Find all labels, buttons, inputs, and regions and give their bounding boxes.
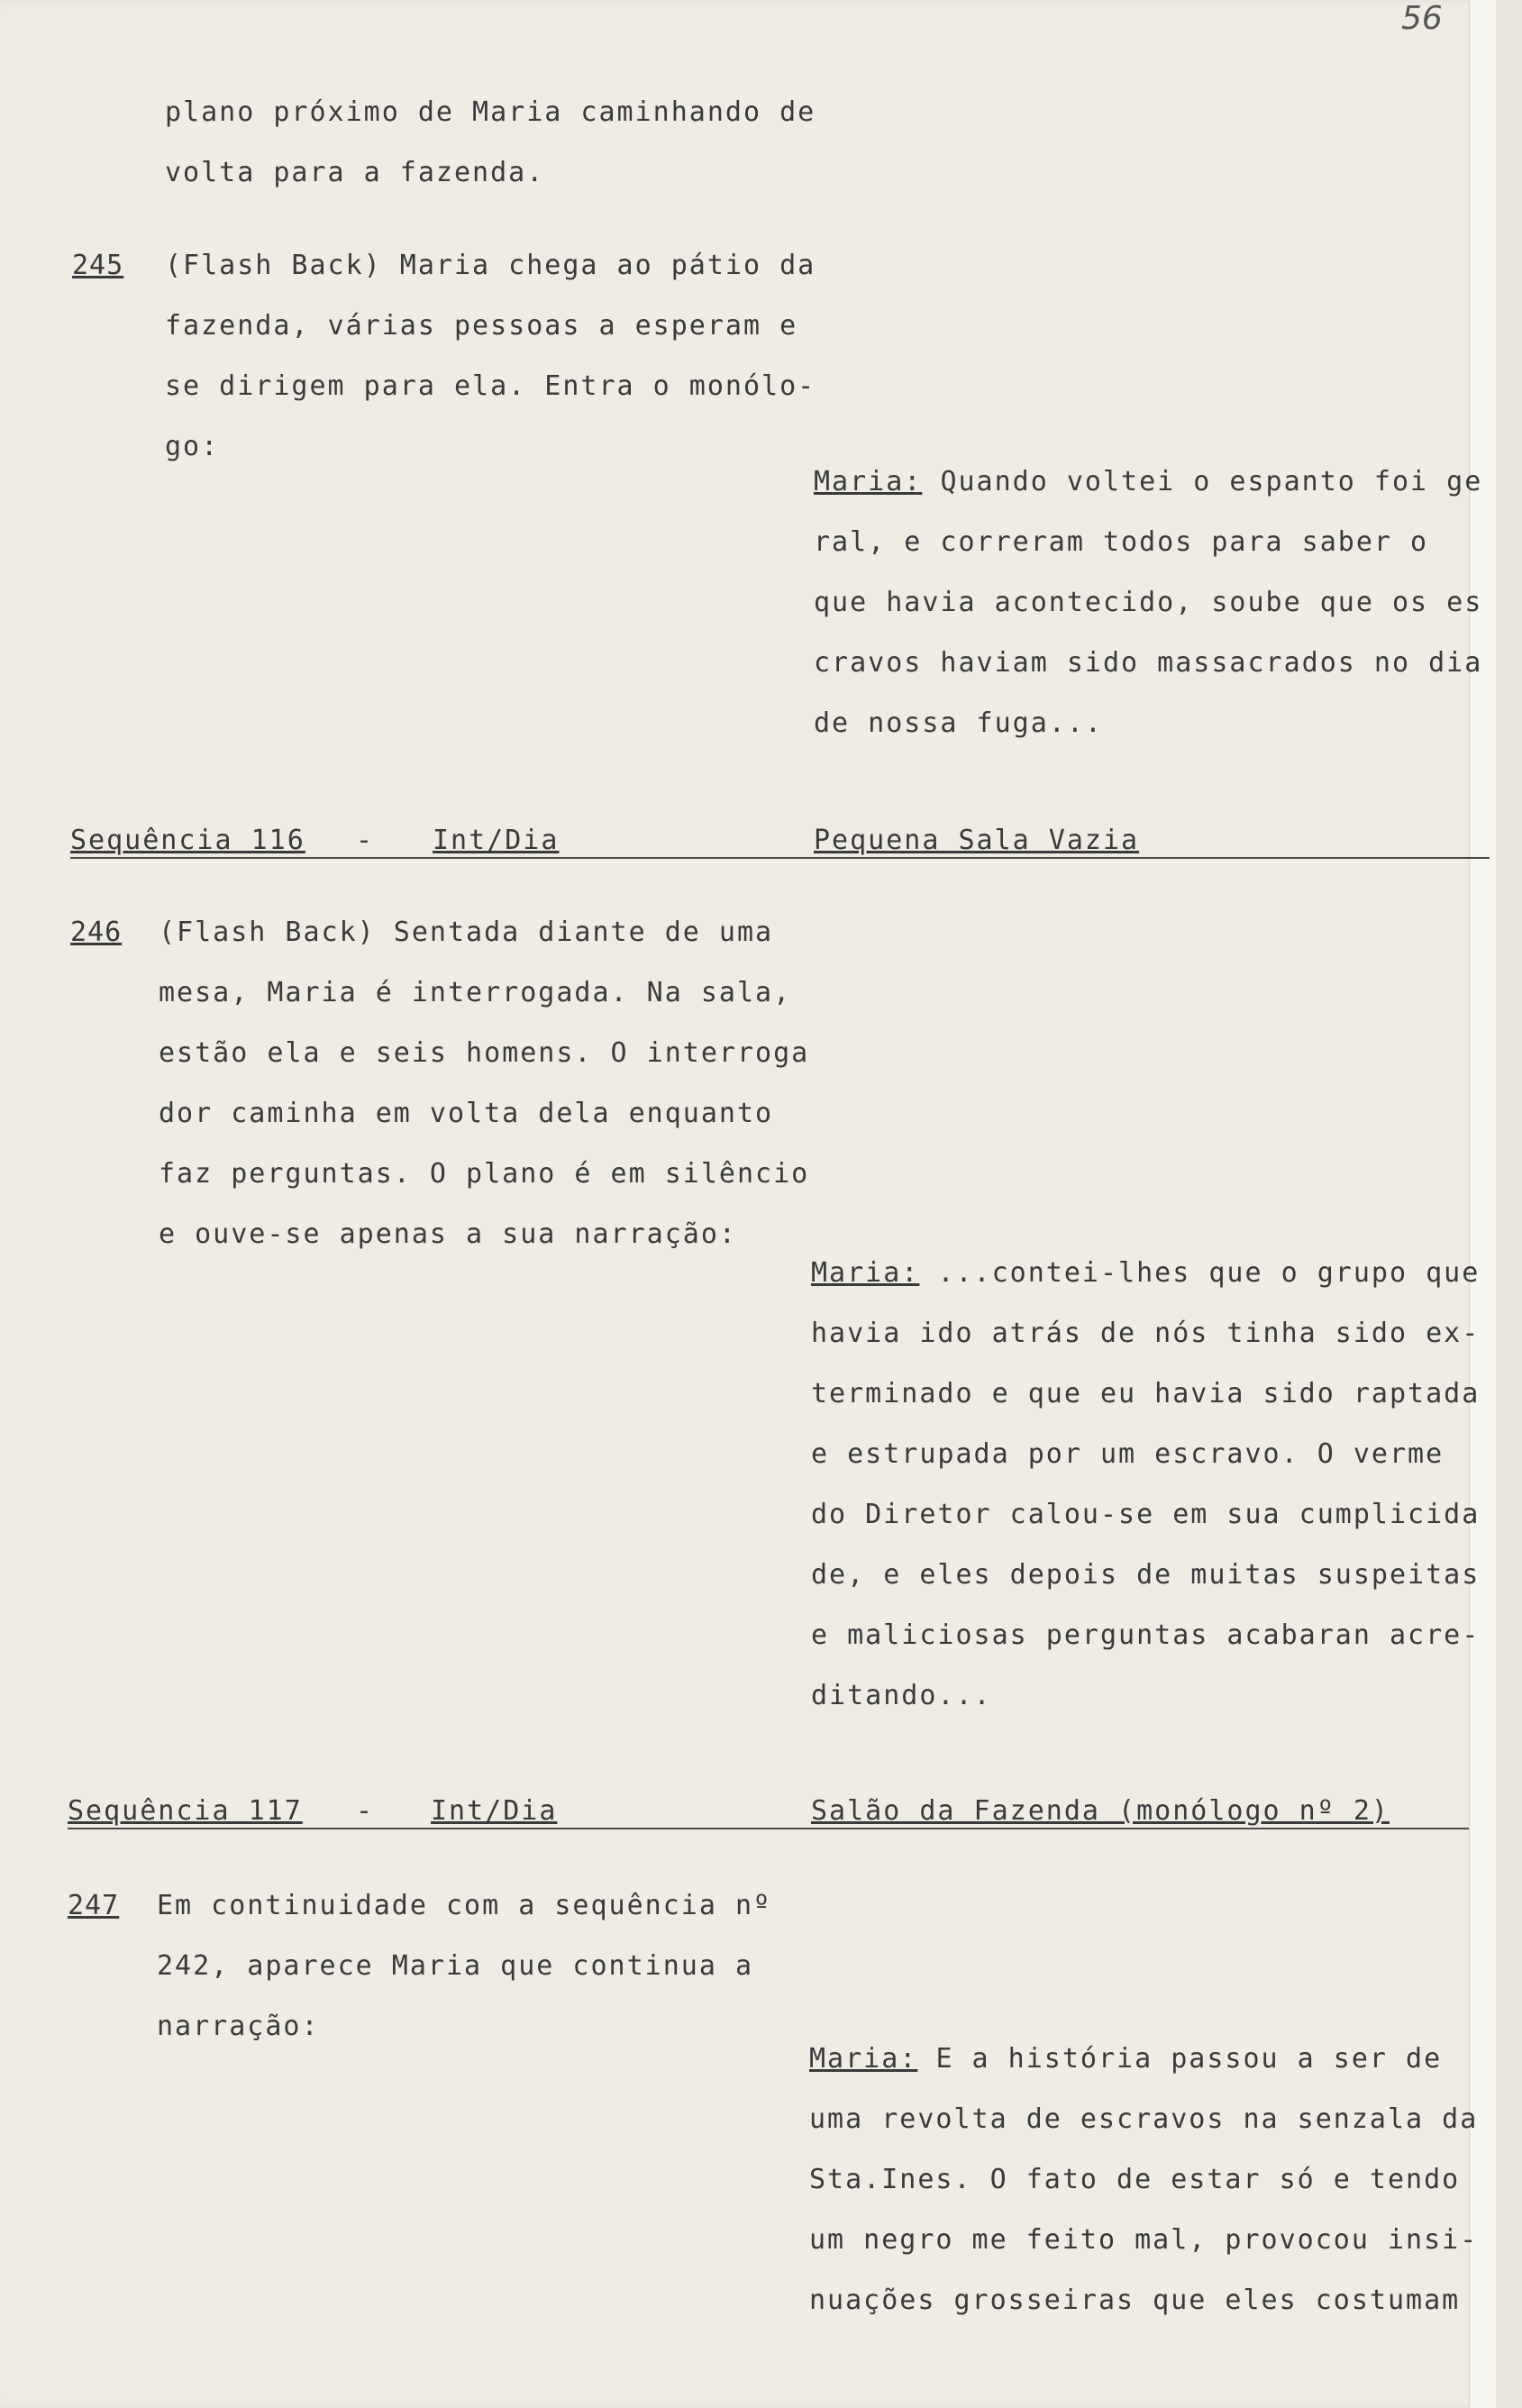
dialogue-line: ditando... bbox=[811, 1680, 992, 1711]
action-line: estão ela e seis homens. O interroga bbox=[159, 1037, 810, 1069]
speaker-name: Maria: bbox=[814, 466, 923, 497]
dialogue-line: terminado e que eu havia sido raptada bbox=[811, 1378, 1481, 1409]
action-line: fazenda, várias pessoas a esperam e bbox=[165, 310, 798, 342]
sequence-type: Int/Dia bbox=[431, 1795, 558, 1827]
dialogue-text: E a história passou a ser de bbox=[935, 2043, 1443, 2075]
sequence-dash: - bbox=[356, 1795, 375, 1827]
action-line: dor caminha em volta dela enquanto bbox=[159, 1098, 774, 1129]
sequence-type: Int/Dia bbox=[433, 825, 560, 856]
action-line: (Flash Back) Sentada diante de uma bbox=[159, 917, 774, 948]
page-edge bbox=[1469, 0, 1496, 2408]
dialogue-line: e maliciosas perguntas acabaran acre- bbox=[811, 1619, 1481, 1651]
dialogue-line: do Diretor calou-se em sua cumplicida bbox=[811, 1499, 1481, 1530]
dialogue-line: que havia acontecido, soube que os es bbox=[814, 587, 1483, 618]
dialogue-line: nuações grosseiras que eles costumam bbox=[809, 2285, 1461, 2316]
dialogue-line: e estrupada por um escravo. O verme bbox=[811, 1438, 1445, 1470]
action-line: e ouve-se apenas a sua narração: bbox=[159, 1218, 737, 1250]
intro-line: plano próximo de Maria caminhando de bbox=[165, 96, 816, 128]
action-line: mesa, Maria é interrogada. Na sala, bbox=[159, 977, 792, 1008]
shot-number: 245 bbox=[72, 250, 124, 281]
sequence-rule bbox=[70, 857, 1490, 859]
action-line: (Flash Back) Maria chega ao pátio da bbox=[165, 250, 816, 281]
speaker-name: Maria: bbox=[811, 1257, 920, 1289]
action-line: se dirigem para ela. Entra o monólo- bbox=[165, 370, 816, 402]
sequence-label: Sequência 116 bbox=[70, 825, 305, 856]
sequence-location: Pequena Sala Vazia bbox=[814, 825, 1140, 856]
sequence-rule bbox=[68, 1828, 1469, 1829]
shot-number: 246 bbox=[70, 917, 123, 948]
dialogue-line bbox=[814, 464, 1482, 500]
dialogue-line: um negro me feito mal, provocou insi- bbox=[809, 2224, 1479, 2256]
dialogue-line: uma revolta de escravos na senzala da bbox=[809, 2103, 1479, 2135]
action-line: 242, aparece Maria que continua a bbox=[157, 1950, 754, 1982]
speaker-name: Maria: bbox=[809, 2043, 918, 2075]
dialogue-line: de, e eles depois de muitas suspeitas bbox=[811, 1559, 1481, 1591]
dialogue-text: Quando voltei o espanto foi ge bbox=[940, 466, 1483, 497]
dialogue-line bbox=[809, 2041, 1442, 2077]
page-number: 56 bbox=[1401, 0, 1443, 37]
dialogue-line bbox=[811, 1255, 1480, 1291]
shot-number: 247 bbox=[68, 1890, 120, 1921]
dialogue-line: cravos haviam sido massacrados no dia bbox=[814, 647, 1483, 679]
action-line: Em continuidade com a sequência nº bbox=[157, 1890, 772, 1921]
sequence-location: Salão da Fazenda (monólogo nº 2) bbox=[811, 1795, 1390, 1827]
intro-line: volta para a fazenda. bbox=[165, 157, 545, 188]
action-line: faz perguntas. O plano é em silêncio bbox=[159, 1158, 810, 1190]
dialogue-line: ral, e correram todos para saber o bbox=[814, 526, 1429, 558]
dialogue-line: havia ido atrás de nós tinha sido ex- bbox=[811, 1318, 1481, 1349]
dialogue-line: Sta.Ines. O fato de estar só e tendo bbox=[809, 2164, 1461, 2195]
dialogue-text: ...contei-lhes que o grupo que bbox=[937, 1257, 1481, 1289]
sequence-dash: - bbox=[356, 825, 375, 856]
action-line: go: bbox=[165, 431, 220, 462]
dialogue-line: de nossa fuga... bbox=[814, 707, 1103, 739]
action-line: narração: bbox=[157, 2011, 320, 2042]
sequence-label: Sequência 117 bbox=[68, 1795, 303, 1827]
